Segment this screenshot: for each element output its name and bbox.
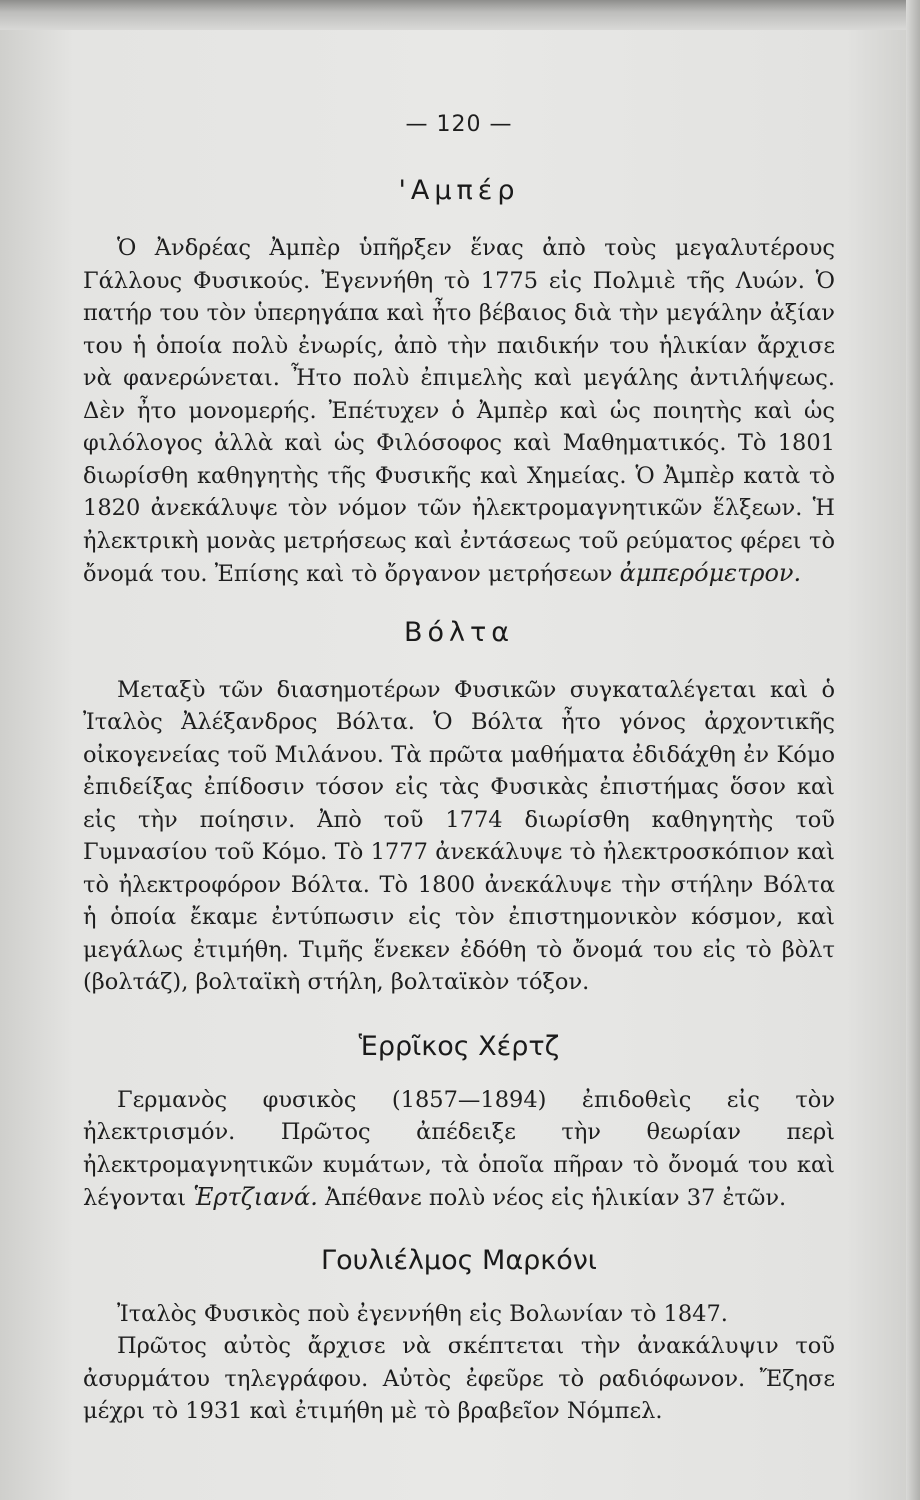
paragraph-hertz-end: Ἀπέθανε πολὺ νέος εἰς ἡλικίαν 37 ἐτῶν.: [325, 1185, 787, 1211]
scan-right-edge: [906, 0, 920, 1500]
section-title-volta: Βόλτα: [403, 616, 515, 648]
paragraph-volta: Μεταξὺ τῶν διασημοτέρων Φυσικῶν συγκαταλέγεται καὶ ὁ Ἰταλὸς Ἀλέξανδρος Βόλτα. Ὁ Βόλτα ἦτο γόνος ἀρχοντικῆς οἰκογενείας τοῦ Μιλάνου. Τὰ πρῶτα μαθήματα ἐδιδάχθη ἐν Κόμο ἐπιδείξας ἐπίδοσιν τόσον εἰς τὰς Φυσικὰς ἐπιστήμας ὅσον καὶ εἰς τὴν ποίησιν. Ἀπὸ τοῦ 1774 διωρίσθη καθηγητὴς τοῦ Γυμνασίου τοῦ Κόμο. Τὸ 1777 ἀνεκάλυψε τὸ ἠλεκτροσκόπιον καὶ τὸ ἠλεκτροφόρον Βόλτα. Τὸ 1800 ἀνεκάλυψε τὴν στήλην Βόλτα ἡ ὁποία ἔκαμε ἐντύπωσιν εἰς τὸν ἐπιστημονικὸν κόσμον, καὶ μεγάλως ἐτιμήθη. Τιμῆς ἕνεκεν ἐδόθη τὸ ὄνομά του εἰς τὸ βὸλτ (βολτάζ), βολταϊκὴ στήλη, βολταϊκὸν τόξον.: [83, 676, 835, 995]
paragraph-marconi-1: Ἰταλὸς Φυσικὸς ποὺ ἐγεννήθη εἰς Βολωνίαν τὸ 1847.: [117, 1300, 728, 1327]
section-title-hertz: Ἑρρῖκος Χέρτζ: [358, 1030, 560, 1062]
paragraph-marconi-2: Πρῶτος αὐτὸς ἄρχισε νὰ σκέπτεται τὴν ἀνακάλυψιν τοῦ ἀσυρμάτου τηλεγράφου. Αὐτὸς ἐφεῦρε τὸ ραδιόφωνον. Ἔζησε μέχρι τὸ 1931 καὶ ἐτιμήθη μὲ τὸ βραβεῖον Νόμπελ.: [83, 1333, 835, 1424]
section-title-ampere: 'Αμπέρ: [398, 175, 520, 206]
scan-top-shadow: [0, 0, 920, 30]
term-amperometron: ἀμπερόμετρον.: [619, 559, 802, 587]
paragraph-hertz: [83, 1084, 835, 1215]
paragraph-ampere-text: Ὁ Ἀνδρέας Ἀμπὲρ ὑπῆρξεν ἕνας ἀπὸ τοὺς μεγαλυτέρους Γάλλους Φυσικούς. Ἐγεννήθη τὸ 1775 εἰς Πολμιὲ τῆς Λυών. Ὁ πατήρ του τὸν ὑπερηγάπα καὶ ἦτο βέβαιος διὰ τὴν μεγάλην ἀξίαν του ἡ ὁποία πολὺ ἐνωρίς, ἀπὸ τὴν παιδικήν του ἡλικίαν ἄρχισε νὰ φανερώνεται. Ἦτο πολὺ ἐπιμελὴς καὶ μεγάλης ἀντιλήψεως. Δὲν ἦτο μονομερής. Ἐπέτυχεν ὁ Ἀμπὲρ καὶ ὡς ποιητὴς καὶ ὡς φιλόλογος ἀλλὰ καὶ ὡς Φιλόσοφος καὶ Μαθηματικός. Τὸ 1801 διωρίσθη καθηγητὴς τῆς Φυσικῆς καὶ Χημείας. Ὁ Ἀμπὲρ κατὰ τὸ 1820 ἀνεκάλυψε τὸν νόμον τῶν ἠλεκτρομαγνητικῶν ἕλξεων. Ἡ ἠλεκτρικὴ μονὰς μετρήσεως καὶ ἐντάσεως τοῦ ρεύματος φέρει τὸ ὄνομά του. Ἐπίσης καὶ τὸ ὄργανον μετρήσεων: [83, 235, 835, 587]
paragraph-hertz-text: Γερμανὸς φυσικὸς (1857—1894) ἐπιδοθεὶς εἰς τὸν ἠλεκτρισμόν. Πρῶτος ἀπέδειξε τὴν θεωρίαν περὶ ἠλεκτρομαγνητικῶν κυμάτων, τὰ ὁποῖα πῆραν τὸ ὄνομά του καὶ λέγονται: [83, 1086, 835, 1211]
paragraph-ampere: [83, 232, 835, 591]
page-number: — 120 —: [405, 112, 513, 137]
section-title-marconi: Γουλιέλμος Μαρκόνι: [321, 1244, 597, 1276]
page-content: [83, 112, 835, 1428]
term-hertziana: Ἑρτζιανά.: [193, 1183, 318, 1211]
